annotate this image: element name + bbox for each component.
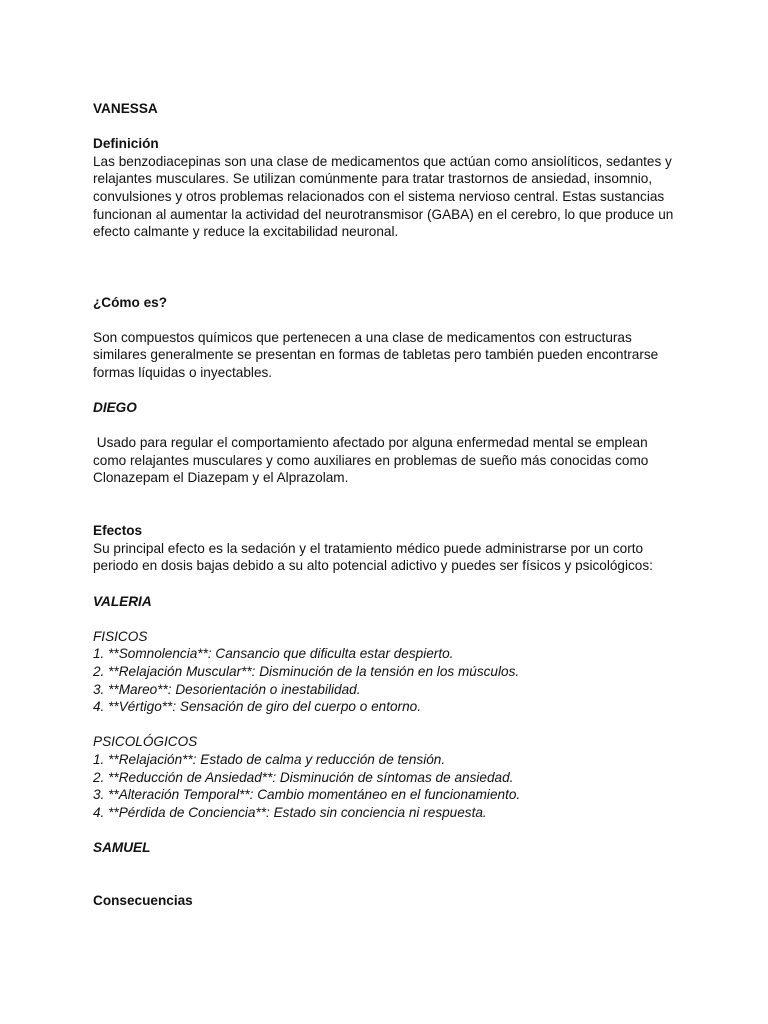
section-name-valeria: VALERIA [93,593,152,609]
efectos-paragraph: Su principal efecto es la sedación y el tratamiento médico puede administrarse por un corto periodo en dosis bajas debido a su alto potencial adictivo y puedes ser físicos y psicológicos: [93,540,653,574]
psicologicos-item-2: 2. **Reducción de Ansiedad**: Disminución de síntomas de ansiedad. [93,769,514,785]
psicologicos-item-4: 4. **Pérdida de Conciencia**: Estado sin conciencia ni respuesta. [93,804,487,820]
psicologicos-item-3: 3. **Alteración Temporal**: Cambio momentáneo en el funcionamiento. [93,787,521,803]
document-page [93,100,683,909]
consecuencias-heading: Consecuencias [93,892,193,908]
fisicos-item-3: 3. **Mareo**: Desorientación o inestabilidad. [93,681,361,697]
diego-paragraph: Usado para regular el comportamiento afectado por alguna enfermedad mental se emplean como relajantes musculares y como auxiliares en problemas de sueño más conocidas como Clonazepam el Diazepam y el Alprazolam. [93,435,653,486]
fisicos-item-2: 2. **Relajación Muscular**: Disminución de la tensión en los músculos. [93,664,520,680]
section-name-samuel: SAMUEL [93,839,151,855]
psicologicos-item-1: 1. **Relajación**: Estado de calma y reducción de tensión. [93,751,446,767]
section-name-vanessa: VANESSA [93,101,158,116]
fisicos-item-1: 1. **Somnolencia**: Cansancio que dificulta estar despierto. [93,646,454,662]
efectos-heading: Efectos [93,523,143,539]
como-es-heading: ¿Cómo es? [93,294,168,310]
como-es-paragraph: Son compuestos químicos que pertenecen a una clase de medicamentos con estructuras similares generalmente se presentan en formas de tabletas pero también pueden encontrarse formas líquidas o inyectables. [93,329,659,380]
fisicos-item-4: 4. **Vértigo**: Sensación de giro del cuerpo o entorno. [93,699,421,715]
section-name-diego: DIEGO [93,400,137,416]
psicologicos-heading: PSICOLÓGICOS [93,734,198,750]
fisicos-heading: FISICOS [93,628,148,644]
definicion-paragraph: Las benzodiacepinas son una clase de medicamentos que actúan como ansiolíticos, sedantes y relajantes musculares. Se utilizan comúnmente para tratar trastornos de ansiedad, insomnio, convulsiones y otros problemas relacionados con el sistema nervioso central. Estas sustancias funcionan al aumentar la actividad del neurotransmisor (GABA) en el cerebro, lo que produce un efecto calmante y reduce la excitabilidad neuronal. [93,153,674,240]
definicion-heading: Definición [93,136,159,152]
